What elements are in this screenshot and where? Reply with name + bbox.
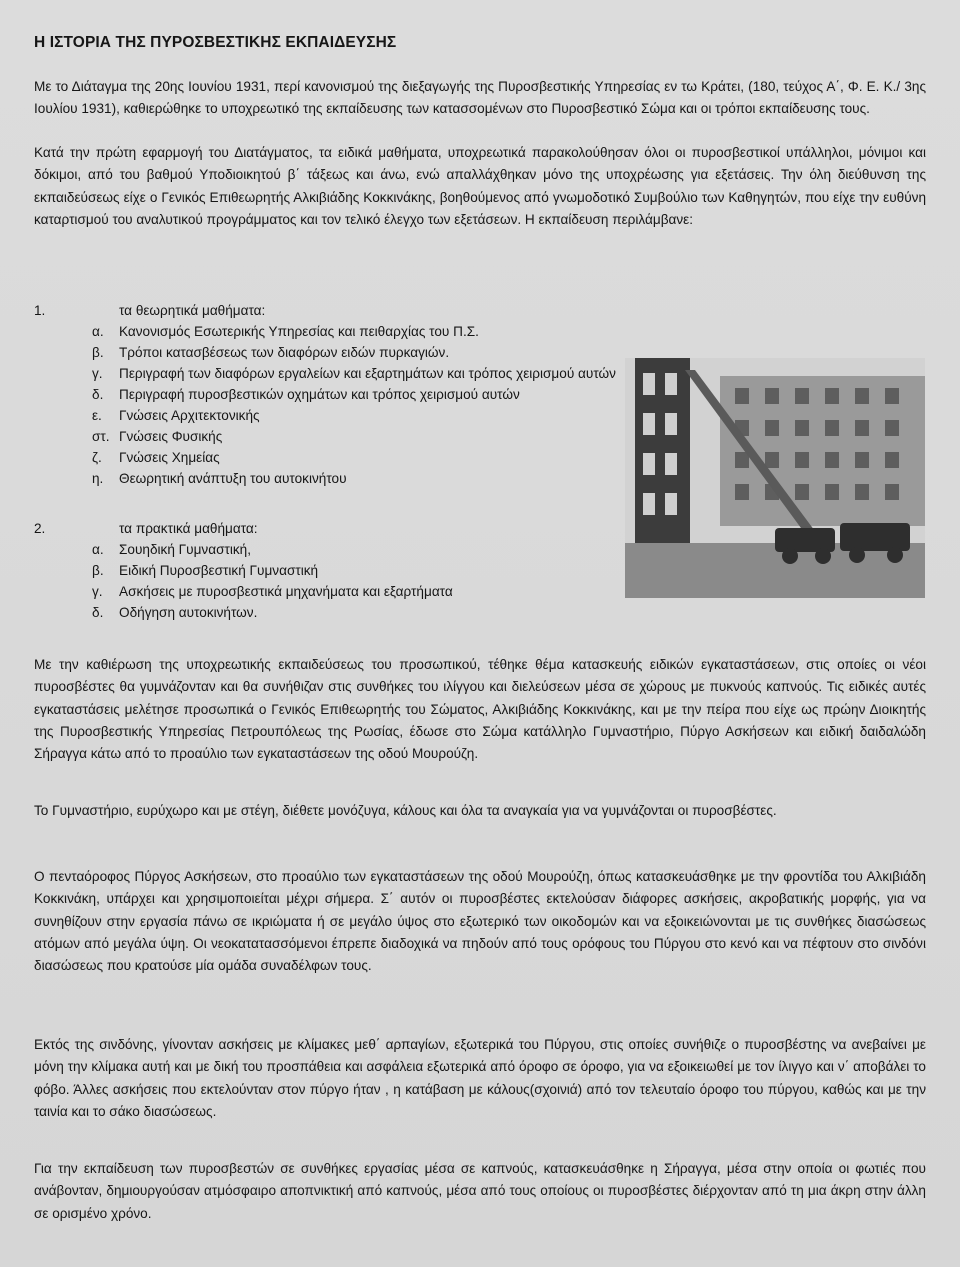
list-item: β. Τρόποι κατασβέσεως των διαφόρων ειδών πυρκαγιών. xyxy=(92,345,450,360)
list-heading: 2. τα πρακτικά μαθήματα: xyxy=(34,521,258,536)
paragraph-tower: Ο πενταόροφος Πύργος Ασκήσεων, στο προαύλιο των εγκαταστάσεων της οδού Μουρούζη, όπως κατασκευάσθηκε με την φροντίδα του Αλκιβιάδη Κοκκινάκη, υπάρχει και χρησιμοποιείται μέχρι σήμερα. Σ΄ αυτόν οι πυροσβέστες εκτελούσαν διάφορες ασκήσεις, ακροβατικής μορφής, για να συνηθίζουν στην εργασία πάνω σε ικριώματα ή σε μεγάλο ύψος στο εξωτερικό των οικοδομών και να εξοικειώνονται με τις συνθήκες διασώσεως ατόμων από μεγάλα ύψη. Οι νεοκατατασσόμενοι έπρεπε διαδοχικά να πηδούν από τους ορόφους του Πύργου στο κενό και να πέφτουν στο σινδόνι διασώσεως που κρατούσε μία ομάδα συναδέλφων τους. xyxy=(34,869,926,974)
paragraph-first-application: Κατά την πρώτη εφαρμογή του Διατάγματος, τα ειδικά μαθήματα, υποχρεωτικά παρακολούθησαν όλοι οι πυροσβεστικοί υπάλληλοι, μόνιμοι και δόκιμοι, από του βαθμού Υποδιοικητού β΄ τάξεως και άνω, ενώ απαλλάχθηκαν μόνο της υποχρέωσης για εξετάσεις. Την όλη διεύθυνση της εκπαιδεύσεως είχε ο Γενικός Επιθεωρητής Αλκιβιάδης Κοκκινάκης, βοηθούμενος από γνωμοδοτικό Συμβούλιο των Καθηγητών, που είχε την ευθύνη καταρτισμού του αναλυτικού προγράμματος και τον τελικό έλεγχο των εξετάσεων. Η εκπαίδευση περιλάμβανε: xyxy=(34,145,926,227)
list-item: α. Κανονισμός Εσωτερικής Υπηρεσίας και πειθαρχίας του Π.Σ. xyxy=(92,324,479,339)
paragraph-decree: Με το Διάταγμα της 20ης Ιουνίου 1931, περί κανονισμού της διεξαγωγής της Πυροσβεστικής Υπηρεσίας εν τω Κράτει, (180, τεύχος Α΄, Φ. Ε. Κ./ 3ης Ιουλίου 1931), καθιερώθηκε το υποχρεωτικό της εκπαίδευσης των κατασσομένων στο Πυροσβεστικό Σώμα και οι τρόποι εκπαίδευσης τους. xyxy=(34,79,926,117)
list-item: δ. Οδήγηση αυτοκινήτων. xyxy=(92,605,258,620)
list-item: β. Ειδική Πυροσβεστική Γυμναστική xyxy=(92,563,319,578)
list-item: στ. Γνώσεις Φυσικής xyxy=(92,429,223,444)
paragraph-ladder-exercises: Εκτός της σινδόνης, γίνονταν ασκήσεις με κλίμακες μεθ΄ αρπαγίων, εξωτερικά του Πύργου, στις οποίες συνήθιζε ο πυροσβέστης να ανεβαίνει με μόνη την κλίμακα αυτή και με δική του προσπάθεια και ασφάλεια εξωτερικά από όροφο σε όροφο, για να εξοικειωθεί με τον ίλιγγο και ν΄ αποβάλει το φόβο. Άλλες ασκήσεις που εκτελούνταν στον πύργο ήταν , η κατάβαση με κάλους(σχοινιά) από τον τελευταίο όροφο του πύργου, καθώς και με την ταινία και το σάκο διασώσεως. xyxy=(34,1037,926,1119)
list-item: γ. Περιγραφή των διαφόρων εργαλείων και εξαρτημάτων και τρόπος χειρισμού αυτών xyxy=(92,366,616,381)
page-title: Η ΙΣΤΟΡΙΑ ΤΗΣ ΠΥΡΟΣΒΕΣΤΙΚΗΣ ΕΚΠΑΙΔΕΥΣΗΣ xyxy=(34,34,397,51)
list-heading: 1. τα θεωρητικά μαθήματα: xyxy=(34,303,266,318)
list-item: α. Σουηδική Γυμναστική, xyxy=(92,542,252,557)
list-item: ε. Γνώσεις Αρχιτεκτονικής xyxy=(92,408,260,423)
paragraph-facilities: Με την καθιέρωση της υποχρεωτικής εκπαιδεύσεως του προσωπικού, τέθηκε θέμα κατασκευής ειδικών εγκαταστάσεων, στις οποίες οι νέοι πυροσβέστες θα γυμνάζονταν και θα συνήθιζαν στις συνθήκες του ιλίγγου και διελεύσεων μέσα σε χώρους με πυκνούς καπνούς. Τις ειδικές αυτές εγκαταστάσεις μελέτησε προσωπικά ο Γενικός Επιθεωρητής του Σώματος, Αλκιβιάδης Κοκκινάκης, και με την πείρα που είχε ως πρώην Διοικητής της Πυροσβεστικής Υπηρεσίας Πετρουπόλεως της Ρωσίας, έδωσε στο Σώμα κατάλληλο Γυμναστήριο, Πύργο Ασκήσεων και ειδική δαιδαλώδη Σήραγγα κάτω από το προαύλιο των εγκαταστάσεων της οδού Μουρούζη. xyxy=(34,657,926,762)
list-item: ζ. Γνώσεις Χημείας xyxy=(92,450,220,465)
list-item: γ. Ασκήσεις με πυροσβεστικά μηχανήματα και εξαρτήματα xyxy=(92,584,453,599)
practical-courses-list xyxy=(34,518,794,623)
theoretical-courses-list xyxy=(34,300,794,489)
paragraph-tunnel: Για την εκπαίδευση των πυροσβεστών σε συνθήκες εργασίας μέσα σε καπνούς, κατασκευάσθηκε η Σήραγγα, μέσα στην οποία οι φωτιές που ανάβονταν, δημιουργούσαν ατμόσφαιρο αποπνικτική από καπνούς, μέσα από τους οποίους οι πυροσβέστες διέρχονταν από τη μια άκρη στην άλλη σε ορισμένο χρόνο. xyxy=(34,1161,926,1221)
paragraph-gymnasium: Το Γυμναστήριο, ευρύχωρο και με στέγη, διέθετε μονόζυγα, κάλους και όλα τα αναγκαία για να γυμνάζονται οι πυροσβέστες. xyxy=(34,803,777,818)
list-item: δ. Περιγραφή πυροσβεστικών οχημάτων και τρόπος χειρισμού αυτών xyxy=(92,387,520,402)
list-item: η. Θεωρητική ανάπτυξη του αυτοκινήτου xyxy=(92,471,347,486)
